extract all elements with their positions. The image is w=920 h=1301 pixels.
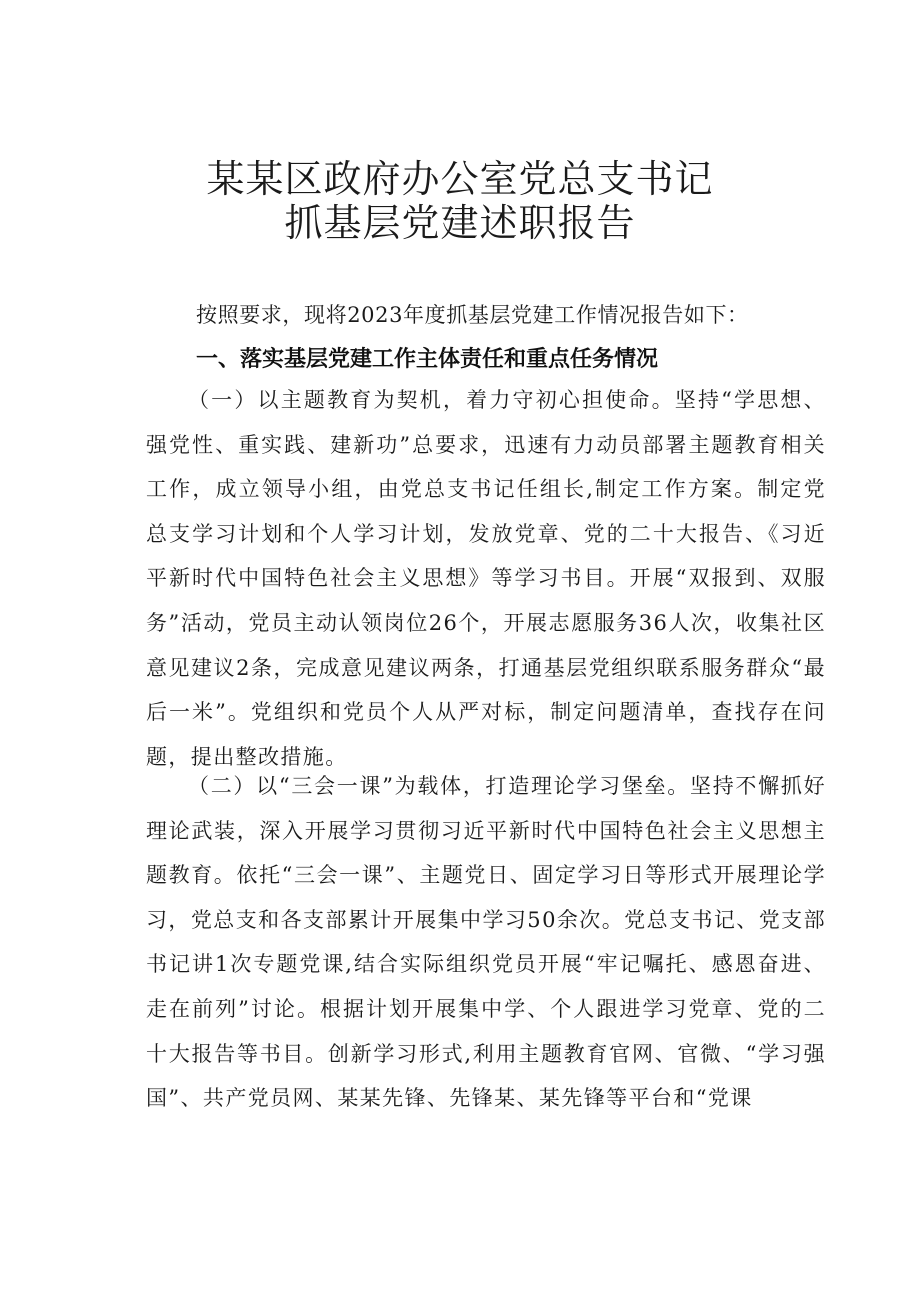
document-title-line-2: 抓基层党建述职报告: [284, 201, 636, 245]
intro-paragraph: 按照要求，现将2023年度抓基层党建工作情况报告如下：: [196, 303, 749, 327]
section-heading-1: 一、落实基层党建工作主体责任和重点任务情况: [196, 347, 659, 372]
document-title-line-1: 某某区政府办公室党总支书记: [206, 157, 714, 201]
paragraph-1: （一）以主题教育为契机，着力守初心担使命。坚持“学思想、强党性、重实践、建新功”总要求，迅速有力动员部署主题教育相关工作，成立领导小组，由党总支书记任组长,制定工作方案。制定党总支学习计划和个人学习计划，发放党章、党的二十大报告、《习近平新时代中国特色社会主义思想》等学习书目。开展“双报到、双服务”活动，党员主动认领岗位26个，开展志愿服务36人次，收集社区意见建议2条，完成意见建议两条，打通基层党组织联系服务群众“最后一米”。党组织和党员个人从严对标，制定问题清单，查找存在问题，提出整改措施。: [146, 388, 826, 769]
paragraph-2: （二）以“三会一课”为载体，打造理论学习堡垒。坚持不懈抓好理论武装，深入开展学习贯彻习近平新时代中国特色社会主义思想主题教育。依托“三会一课”、主题党日、固定学习日等形式开展理论学习，党总支和各支部累计开展集中学习50余次。党总支书记、党支部书记讲1次专题党课,结合实际组织党员开展“牢记嘱托、感恩奋进、走在前列”讨论。根据计划开展集中学、个人跟进学习党章、党的二十大报告等书目。创新学习形式,利用主题教育官网、官微、“学习强国”、共产党员网、某某先锋、先锋某、某先锋等平台和“党课: [146, 774, 826, 1111]
